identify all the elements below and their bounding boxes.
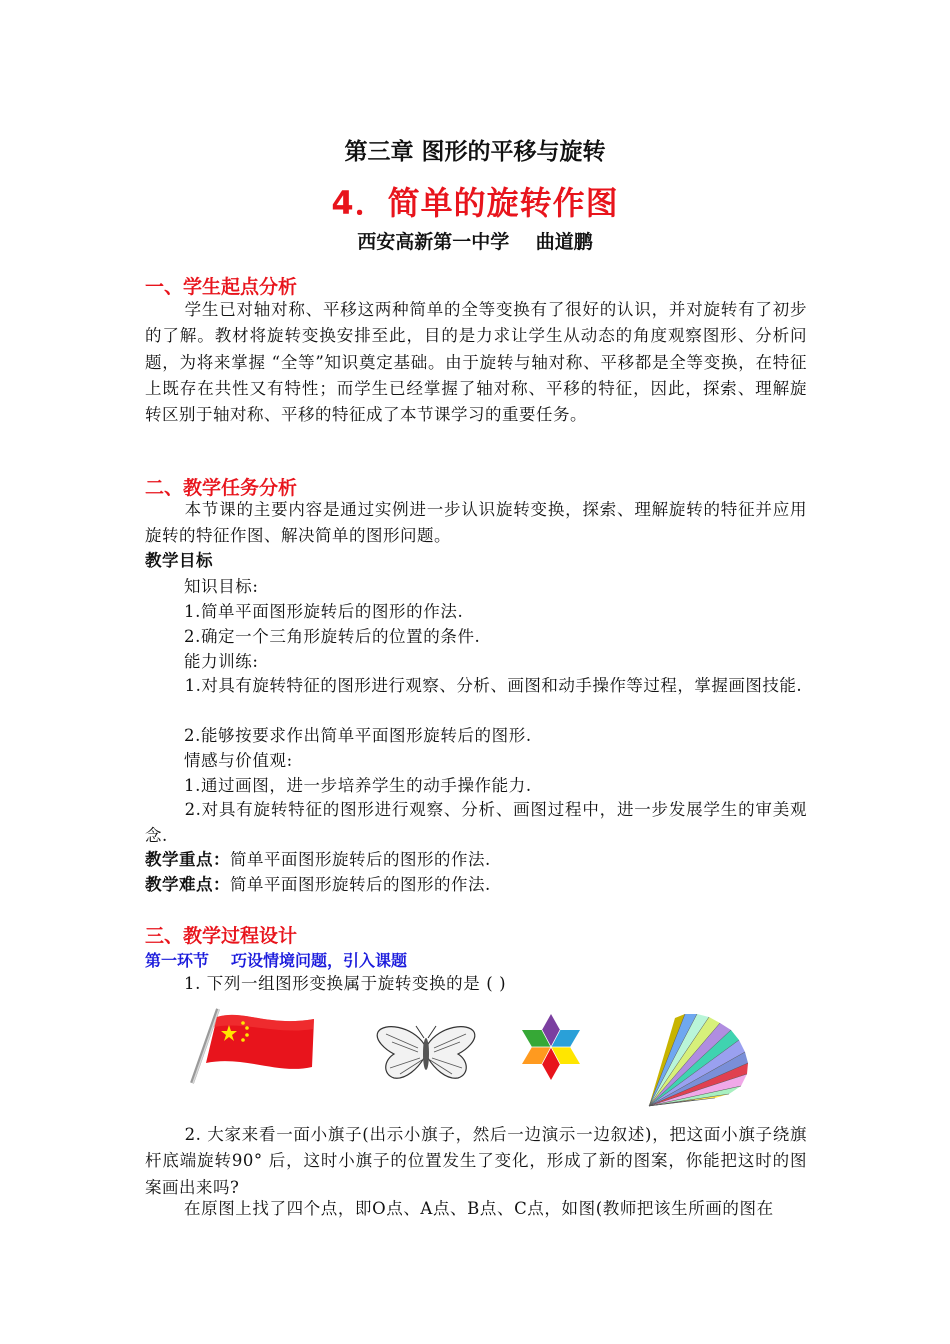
- section-heading-3: 三、教学过程设计: [145, 925, 298, 947]
- difficult-point-line: [145, 872, 491, 898]
- question-2: 2. 大家来看一面小旗子(出示小旗子，然后一边演示一边叙述)，把这面小旗子绕旗杆底端旋转90° 后，这时小旗子的位置发生了变化，形成了新的图案，你能把这时的图案画出来吗?: [145, 1125, 807, 1197]
- section1-paragraph: 学生已对轴对称、平移这两种简单的全等变换有了很好的认识，并对旋转有了初步的了解。教材将旋转变换安排至此，目的是力求让学生从动态的角度观察图形、分析问题，为将来掌握 “全等”知识奠定基础。由于旋转与轴对称、平移都是全等变换，在特征上既存在共性又有特性；而学生已经掌握了轴对称、平移的特征，因此，探索、理解旋转区别于轴对称、平移的特征成了本节课学习的重要任务。: [145, 300, 807, 425]
- question-3: 在原图上找了四个点，即O点、A点、B点、C点，如图(教师把该生所画的图在: [184, 1199, 774, 1218]
- ability-item-2: 2.能够按要求作出简单平面图形旋转后的图形.: [184, 726, 532, 745]
- emotion-item-1: 1.通过画图，进一步培养学生的动手操作能力.: [184, 776, 532, 795]
- hexagram-image: [516, 1012, 586, 1082]
- chapter-title: 第三章 图形的平移与旋转: [344, 139, 606, 165]
- section-heading-1: 一、学生起点分析: [145, 276, 298, 298]
- emotion-label: 情感与价值观:: [184, 751, 293, 770]
- author-line: 西安高新第一中学 曲道鹏: [357, 231, 593, 253]
- ability-item-1: 1.对具有旋转特征的图形进行观察、分析、画图和动手操作等过程，掌握画图技能.: [184, 676, 803, 695]
- ability-label: 能力训练:: [184, 652, 259, 671]
- emotion-item-2: 2.对具有旋转特征的图形进行观察、分析、画图过程中，进一步发展学生的审美观念.: [145, 800, 807, 846]
- question-1: 1. 下列一组图形变换属于旋转变换的是 ( ): [184, 974, 507, 993]
- goals-label: 教学目标: [145, 551, 213, 570]
- knowledge-item-1: 1.简单平面图形旋转后的图形的作法.: [184, 602, 464, 621]
- section2-paragraph: 本节课的主要内容是通过实例进一步认识旋转变换，探索、理解旋转的特征并应用旋转的特征作图、解决简单的图形问题。: [145, 500, 807, 546]
- section-heading-2: 二、教学任务分析: [145, 477, 298, 499]
- knowledge-item-2: 2.确定一个三角形旋转后的位置的条件.: [184, 627, 481, 646]
- difficult-point-label: 教学难点：: [145, 875, 230, 894]
- key-point-line: [145, 847, 491, 873]
- fan-image: [645, 1008, 757, 1108]
- difficult-point-text: 简单平面图形旋转后的图形的作法.: [230, 875, 491, 894]
- butterfly-image: [372, 1024, 480, 1082]
- subsection-title: 第一环节 巧设情境问题，引入课题: [145, 951, 408, 970]
- key-point-label: 教学重点：: [145, 850, 230, 869]
- lesson-title: 4．简单的旋转作图: [331, 184, 619, 222]
- flag-image: [188, 1005, 316, 1085]
- key-point-text: 简单平面图形旋转后的图形的作法.: [230, 850, 491, 869]
- knowledge-label: 知识目标:: [184, 577, 259, 596]
